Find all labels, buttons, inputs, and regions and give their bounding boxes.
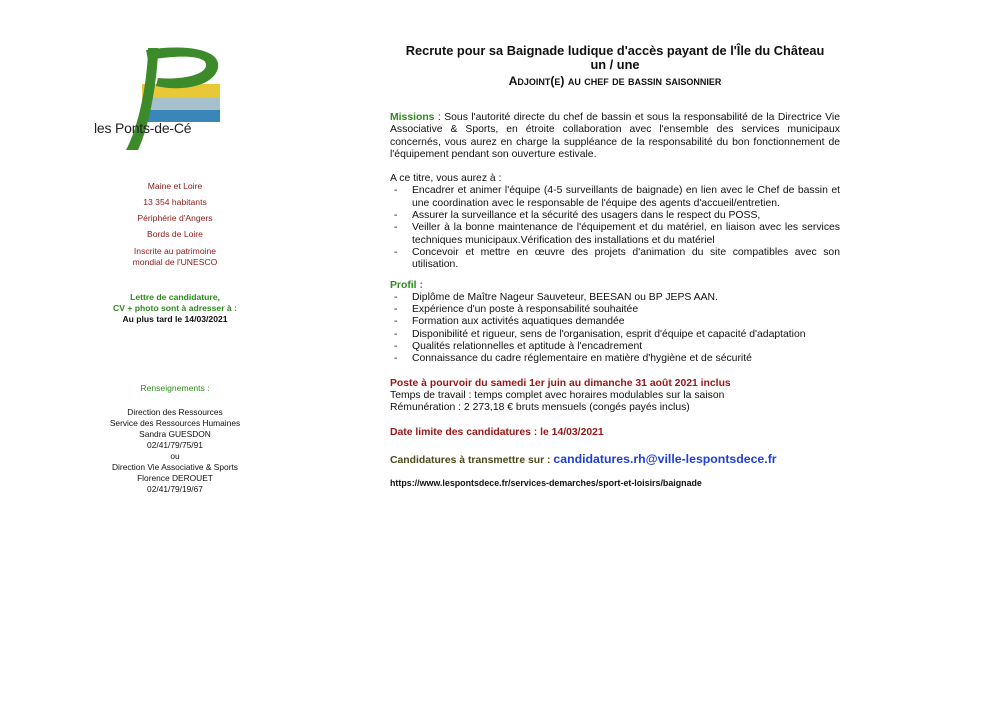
salary: Rémunération : 2 273,18 € bruts mensuels (congés payés inclus) [390, 402, 690, 414]
website-link[interactable]: https://www.lespontsdece.fr/services-demarches/sport-et-loisirs/baignade [390, 478, 702, 489]
application-contact [390, 453, 840, 467]
list-item: - Veiller à la bonne maintenance de l'équipement et du matériel, en liaison avec les services techniques municipaux.Vérification des installations et du matériel [390, 222, 840, 247]
profile-list [390, 292, 840, 366]
application-deadline: Date limite des candidatures : le 14/03/2021 [390, 426, 604, 438]
working-time: Temps de travail : temps complet avec horaires modulables sur la saison [390, 389, 725, 401]
fact-unesco [80, 246, 270, 268]
contact-line: Direction Vie Associative & Sports [112, 462, 238, 472]
city-facts [80, 178, 270, 268]
missions-section [390, 112, 840, 161]
send-label: Candidatures à transmettre sur : [390, 454, 554, 466]
list-item: - Diplôme de Maître Nageur Sauveteur, BEESAN ou BP JEPS AAN. [390, 292, 840, 304]
city-logo [86, 40, 236, 152]
fact-population: 13 354 habitants [143, 197, 207, 207]
fact-unesco-line1: Inscrite au patrimoine [133, 246, 217, 256]
list-item: - Connaissance du cadre réglementaire en matière d'hygiène et de sécurité [390, 353, 840, 365]
missions-label: Missions [390, 112, 435, 123]
tasks-intro: A ce titre, vous aurez à : [390, 173, 502, 185]
list-item: - Concevoir et mettre en œuvre des projets d'animation du site compatibles avec son utilisation. [390, 247, 840, 272]
contact-phone: 02/41/79/19/67 [147, 484, 203, 494]
apply-deadline: Au plus tard le 14/03/2021 [122, 314, 228, 324]
contact-block [80, 407, 270, 495]
email-link[interactable]: candidatures.rh@ville-lespontsdece.fr [553, 451, 777, 466]
position-details [390, 378, 840, 415]
list-item: - Encadrer et animer l'équipe (4-5 surveillants de baignade) en lien avec le Chef de bassin et une coordination avec le responsable de l'équipe des agents d'accueil/entretien. [390, 185, 840, 210]
fact-river: Bords de Loire [147, 229, 203, 239]
fact-location: Périphérie d'Angers [137, 213, 213, 223]
application-instructions [80, 292, 270, 325]
title-line1: Recrute pour sa Baignade ludique d'accès payant de l'Île du Château [405, 43, 825, 58]
apply-line1: Lettre de candidature, [130, 292, 220, 302]
sidebar [80, 40, 270, 495]
page-title [390, 44, 840, 88]
fact-unesco-line2: mondial de l'UNESCO [132, 257, 218, 267]
job-title: Adjoint(e) au chef de bassin saisonnier [508, 74, 722, 88]
fact-region: Maine et Loire [147, 181, 203, 191]
list-item: - Expérience d'un poste à responsabilité souhaitée [390, 304, 840, 316]
missions-text: : Sous l'autorité directe du chef de bassin et sous la responsabilité de la Directrice Vie Associative & Sports, en étroite collaboration avec l'ensemble des services municipaux concernés, vous aurez en charge la suppléance de la responsabilité du bon fonctionnement de l'équipement pendant son ouverture estivale. [390, 112, 840, 160]
job-offer [390, 44, 840, 489]
contact-name: Florence DEROUET [137, 473, 213, 483]
apply-line2: CV + photo sont à adresser à : [113, 303, 237, 313]
position-period: Poste à pourvoir du samedi 1er juin au dimanche 31 août 2021 inclus [390, 377, 731, 389]
list-item: - Formation aux activités aquatiques demandée [390, 316, 840, 328]
list-item: - Qualités relationnelles et aptitude à l'encadrement [390, 341, 840, 353]
contact-line: ou [170, 451, 180, 461]
logo-text: les Ponts-de-Cé [94, 120, 192, 136]
info-title: Renseignements : [140, 383, 210, 393]
contact-name: Sandra GUESDON [139, 429, 211, 439]
contact-phone: 02/41/79/75/91 [147, 440, 203, 450]
title-line2: un / une [590, 57, 640, 72]
contact-line: Service des Ressources Humaines [109, 418, 241, 428]
list-item: - Disponibilité et rigueur, sens de l'organisation, esprit d'équipe et capacité d'adaptation [390, 329, 840, 341]
profile-title: Profil : [390, 279, 423, 291]
tasks-list [390, 185, 840, 271]
list-item: - Assurer la surveillance et la sécurité des usagers dans le respect du POSS, [390, 210, 840, 222]
contact-line: Direction des Ressources [127, 407, 223, 417]
